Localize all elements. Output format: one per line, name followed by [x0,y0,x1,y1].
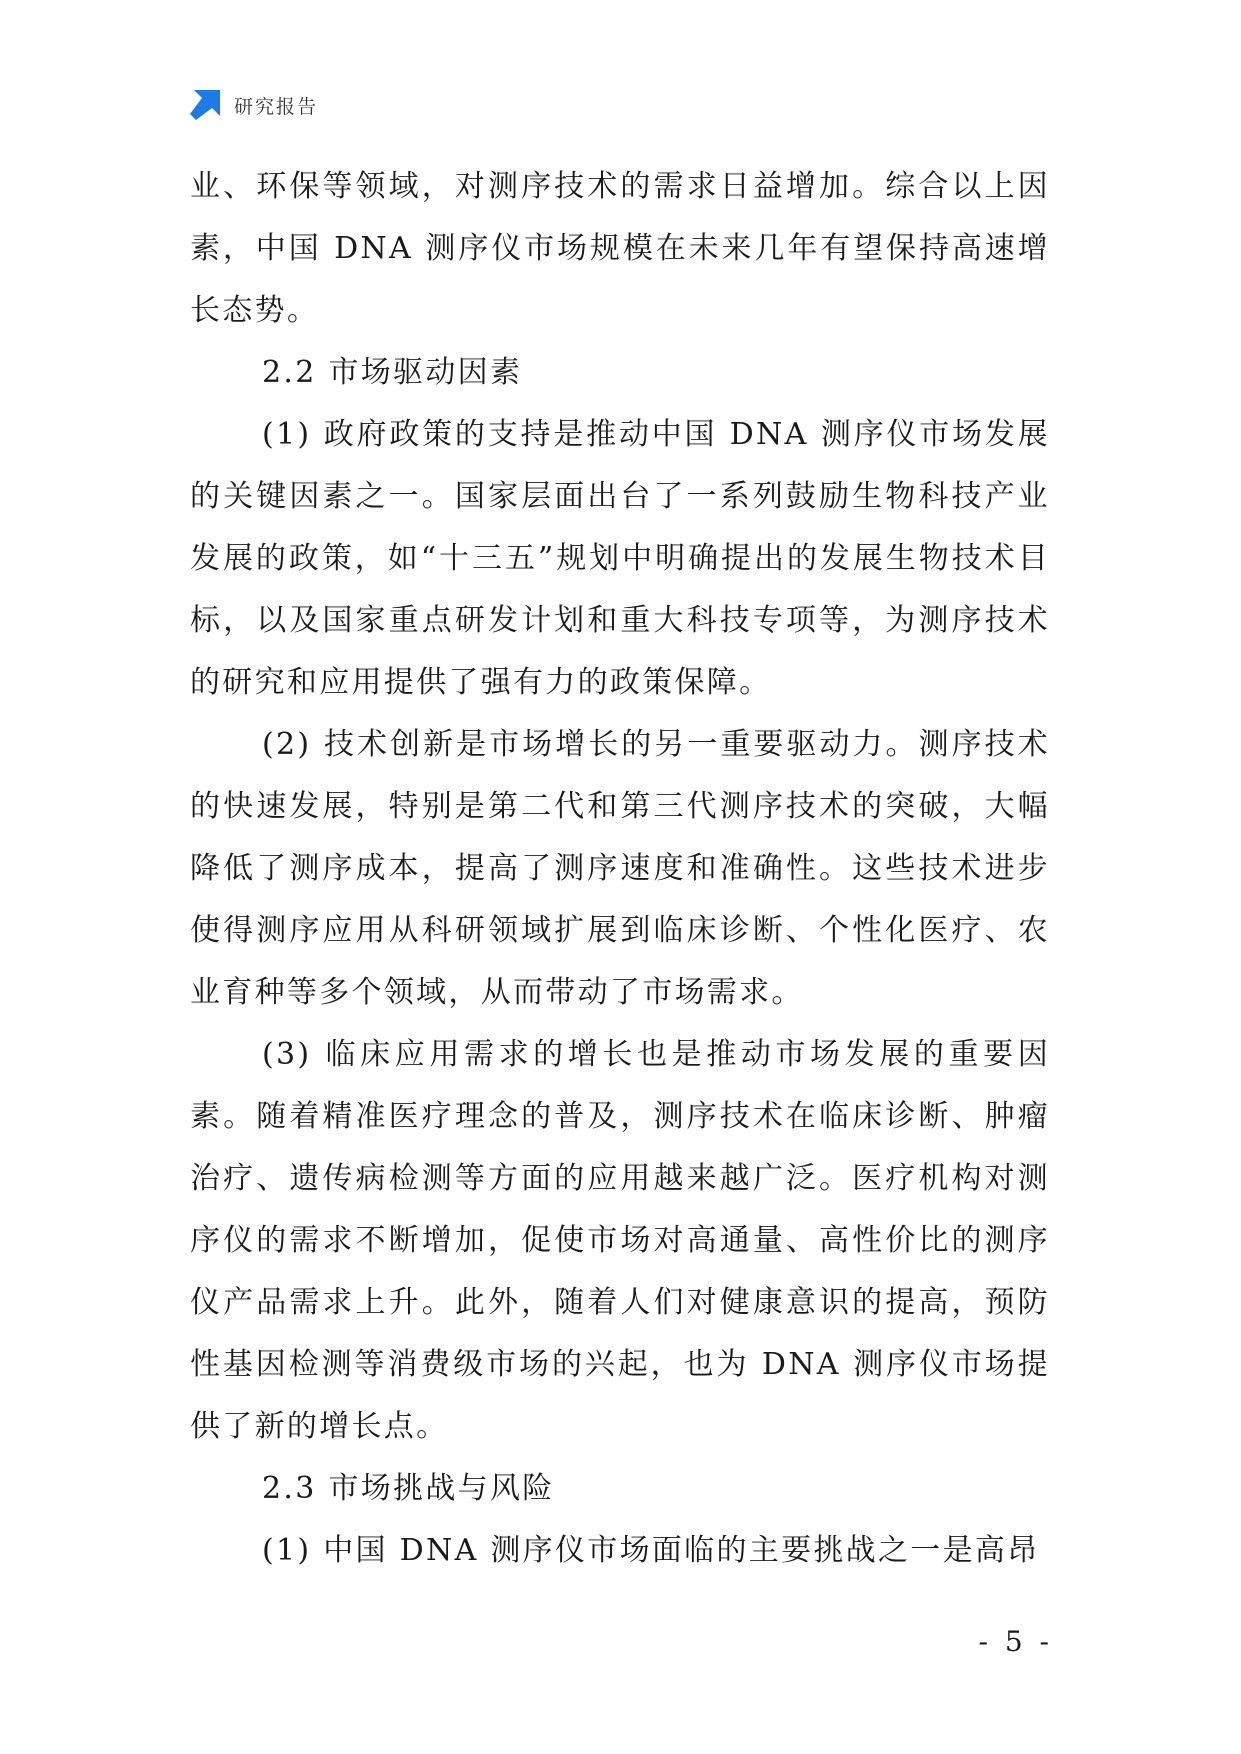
header-title: 研究报告 [234,95,319,118]
section-heading-2-3: 2.3 市场挑战与风险 [262,1471,555,1506]
paragraph-policy: (1) 政府政策的支持是推动中国 DNA 测序仪市场发展的关键因素之一。国家层面出台了一系列鼓励生物科技产业发展的政策，如“十三五”规划中明确提出的发展生物技术目标，以及国家重点研发计划和重大科技专项等，为测序技术的研究和应用提供了强有力的政策保障。 [190,417,1050,700]
document-body [190,156,1050,1582]
report-header [188,88,318,122]
paragraph-continued: 业、环保等领域，对测序技术的需求日益增加。综合以上因素，中国 DNA 测序仪市场规模在未来几年有望保持高速增长态势。 [190,169,1050,328]
paragraph-technology: (2) 技术创新是市场增长的另一重要驱动力。测序技术的快速发展，特别是第二代和第三代测序技术的突破，大幅降低了测序成本，提高了测序速度和准确性。这些技术进步使得测序应用从科研领域扩展到临床诊断、个性化医疗、农业育种等多个领域，从而带动了市场需求。 [190,727,1050,1010]
paragraph-clinical: (3) 临床应用需求的增长也是推动市场发展的重要因素。随着精准医疗理念的普及，测序技术在临床诊断、肿瘤治疗、遗传病检测等方面的应用越来越广泛。医疗机构对测序仪的需求不断增加，促使市场对高通量、高性价比的测序仪产品需求上升。此外，随着人们对健康意识的提高，预防性基因检测等消费级市场的兴起，也为 DNA 测序仪市场提供了新的增长点。 [190,1037,1050,1444]
page-number: - 5 - [978,1625,1053,1658]
section-heading-2-2: 2.2 市场驱动因素 [262,355,523,390]
paragraph-challenges: (1) 中国 DNA 测序仪市场面临的主要挑战之一是高昂 [262,1533,1040,1568]
arrow-up-right-icon [188,88,222,122]
